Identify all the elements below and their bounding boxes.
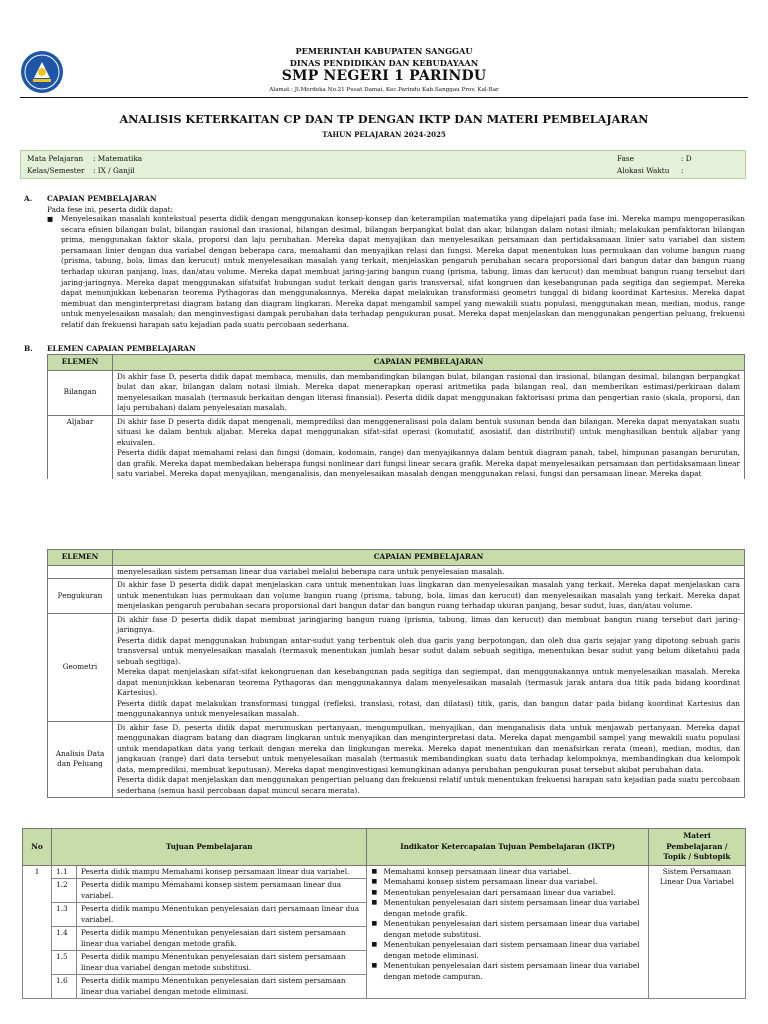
elemen-bilangan: Bilangan (48, 370, 113, 415)
table-row (48, 565, 745, 579)
info-box (20, 150, 746, 179)
elemen-aljabar: Aljabar (48, 415, 113, 479)
phase-label: Fase (617, 154, 634, 163)
table-row (48, 579, 745, 614)
square-bullet-icon: ■ (371, 899, 378, 906)
school-address: Alamat : Jl.Merdeka No.21 Pusat Damai, Kec.Parindu Kab.Sanggau Prov. Kal-Bar (269, 87, 499, 93)
elemen-table-page1 (47, 354, 745, 479)
square-bullet-icon: ■ (371, 867, 378, 875)
iktp-list (367, 865, 648, 999)
cp-aljabar-p1: Di akhir fase D peserta didik dapat mengenali, memprediksi dan menggeneralisasi pola dalam bentuk susunan benda dan bilangan. Mereka dapat menyatakan suatu situasi ke dalam bentuk aljabar. Mereka dapat menggunakan sifat-sifat operasi (komutatif, asosiatif, dan distributif) untuk menghasilkan bentuk aljabar yang ekuivalen. (117, 416, 740, 447)
cp-pengukuran: Di akhir fase D peserta didik dapat menjelaskan cara untuk menentukan luas lingkaran dan menyelesaikan masalah yang terkait. Mereka dapat menjelaskan cara untuk menentukan luas permukaan dan volume bangun ruang (prisma, tabung, bola, limas dan kerucut) dan menyelesaikan masalah yang terkait. Mereka dapat menjelaskan pengaruh perubahan secara proporsional dari bangun datar dan bangun ruang terhadap ukuran panjang, besar sudut, luas, dan/atau volume. (113, 579, 745, 614)
list-item: ■ Menentukan penyelesaian dari persamaan linear dua variabel. (371, 887, 616, 897)
tp-col-header: Tujuan Pembelajaran (52, 829, 367, 866)
section-a-heading: CAPAIAN PEMBELAJARAN (47, 194, 157, 203)
cp-geometri-p4: Peserta didik dapat melakukan transformasi tunggal (refleksi, translasi, rotasi, dan dilatasi) titik, garis, dan bangun datar pada bidang koordinat Kartesius dan menggunakannya untuk menyelesaikan masalah. (117, 698, 740, 718)
cp-aljabar-carry: menyelesaikan sistem persaman linear dua variabel melalui beberapa cara untuk penyelesaian masalah. (113, 565, 745, 579)
elemen-analisis-data: Analisis Data dan Peluang (48, 721, 113, 798)
cp-col-header: CAPAIAN PEMBELAJARAN (113, 550, 745, 566)
time-value: : (681, 166, 684, 175)
list-item: ■ Menentukan penyelesaian dari sistem persamaan linear dua variabel dengan metode eliminasi. (371, 940, 640, 960)
elemen-col-header: ELEMEN (48, 550, 113, 566)
square-bullet-icon: ■ (47, 215, 54, 223)
list-item: 1.2 Peserta didik mampu Memahami konsep sistem persamaan linear dua variabel. (52, 879, 366, 903)
list-item: ■ Menentukan penyelesaian dari sistem persamaan linear dua variabel dengan metode substitusi. (371, 919, 640, 939)
document-title: ANALISIS KETERKAITAN CP DAN TP DENGAN IKTP DAN MATERI PEMBELAJARAN (119, 112, 649, 126)
subject-label: Mata Pelajaran (27, 154, 84, 163)
cp-analisis-p1: Di akhir fase D, peserta didik dapat merumuskan pertanyaan, mengumpulkan, menyajikan, dan menganalisis data untuk menjawab pertanyaan. Mereka dapat menggunakan diagram batang dan diagram lingkaran untuk menyajikan dan menginterpretasi data. Mereka dapat mengambil sampel yang mewakili suatu populasi untuk mendapatkan data yang terkait dengan mereka dan lingkungan mereka. Mereka dapat menentukan dan menafsirkan rerata (mean), median, modus, dan jangkauan (range) dari data tersebut untuk menyelesaikan masalah (termasuk membandingkan suatu data terhadap kelompoknya, membandingkan dua kelompok data, memprediksi, membuat keputusan). Mereka dapat menginvestigasi kemungkinan adanya perubahan pengukuran pusat tersebut akibat perubahan data. (117, 722, 740, 774)
cp-geometri-p1: Di akhir fase D peserta didik dapat membuat jaringjaring bangun ruang (prisma, tabung, limas dan kerucut) dan membuat bangun ruang tersebut dari jaring-jaringnya. (117, 614, 740, 634)
cp-aljabar-p2: Peserta didik dapat memahami relasi dan fungsi (domain, kodomain, range) dan menyajikannya dalam bentuk diagram panah, tabel, himpunan pasangan berurutan, dan grafik. Mereka dapat membedakan beberapa fungsi nonlinear dari fungsi linear secara grafik. Mereka dapat menyelesaikan persamaan dan pertidaksamaan linear satu variabel. Mereka dapat menyajikan, menganalisis, dan menyelesaikan masalah dengan menggunakan relasi, fungsi dan persamaan linear. Mereka dapat (117, 448, 740, 478)
section-a-letter: A. (24, 194, 33, 203)
cp-bilangan: Di akhir fase D, peserta didik dapat membaca, menulis, dan membandingkan bilangan bulat, bilangan rasional dan irasional, bilangan desimal, bilangan berpangkat bulat dan akar, bilangan dalam notasi ilmiah. Mereka dapat menerapkan operasi aritmetika pada bilangan real, dan memberikan estimasi/perkiraan dalam menyelesaikan masalah (termasuk berkaitan dengan literasi finansial). Peserta didik dapat menggunakan faktorisasi prima dan pengertian rasio (skala, proporsi, dan laju perubahan) dalam penyelesaian masalah. (113, 370, 745, 415)
list-item: ■ Menentukan penyelesaian dari sistem persamaan linear dua variabel dengan metode campuran. (371, 961, 640, 981)
square-bullet-icon: ■ (371, 920, 378, 927)
cp-analisis-p2: Peserta didik dapat menjelaskan dan menggunakan pengertian peluang dan frekuensi relatif untuk menentukan frekuensi harapan satu kejadian pada suatu percobaan sederhana (semua hasil percobaan dapat muncul secara merata). (117, 775, 740, 795)
phase-value: : D (681, 154, 692, 163)
table-row (48, 415, 745, 479)
tp-table-wrap (22, 828, 746, 999)
cp-col-header: CAPAIAN PEMBELAJARAN (113, 355, 745, 371)
square-bullet-icon: ■ (371, 888, 378, 896)
tp-table (22, 828, 746, 999)
cp-geometri-p3: Mereka dapat menjelaskan sifat-sifat kekongruenan dan kesebangunan pada segitiga dan segiempat, dan menggunakannya untuk menyelesaikan masalah. Mereka dapat menunjukkan kebenaran teorema Pythagoras dan menggunakannya dalam menyelesaikan masalah (termasuk jarak antara dua titik pada bidang koordinat Kartesius). (117, 667, 740, 697)
class-value: : IX / Ganjil (93, 166, 135, 175)
iktp-col-header: Indikator Ketercapaian Tujuan Pembelajaran (IKTP) (367, 829, 648, 866)
cp-analisis-data (113, 721, 745, 798)
cp-geometri (113, 613, 745, 721)
dept-name: DINAS PENDIDIKAN DAN KEBUDAYAAN (289, 58, 479, 68)
square-bullet-icon: ■ (371, 962, 378, 969)
cp-geometri-p2: Peserta didik dapat menggunakan hubungan antar-sudut yang terbentuk oleh dua garis yang berpotongan, dan oleh dua garis sejajar yang dipotong sebuah garis transversal untuk menyelesaikan masalah (termasuk menentukan jumlah besar sudut dalam sebuah segitiga, menentukan besar sudut yang belum diketahui pada sebuah segitiga). (117, 635, 740, 666)
elemen-table-cont (47, 549, 745, 798)
gov-name: PEMERINTAH KABUPATEN SANGGAU (295, 46, 473, 56)
no-col-header: No (23, 829, 52, 866)
list-item: ■ Menentukan penyelesaian dari sistem persamaan linear dua variabel dengan metode grafik. (371, 898, 640, 918)
section-a-intro: Pada fese ini, peserta didik dapat: (47, 205, 174, 214)
section-a-cp-text: Menyelesaikan masalah kontekstual peserta didik dengan menggunakan konsep-konsep dan keterampilan matematika yang dipelajari pada fase ini. Mereka mampu mengoperasikan secara efisien bilangan bulat, bilangan rasional dan irasional, bilangan desimal, bilangan berpangkat bulat dan akar, bilangan dalam notasi ilmiah; melakukan pemfaktoran bilangan prima, menggunakan faktor skala, proporsi dan laju perubahan. Mereka dapat menyajikan dan menyelesaikan persamaan dan pertidaksamaan linier satu variabel dan sistem persamaan linier dengan dua variabel dengan beberapa cara, memahami dan menyajikan relasi dan fungsi. Mereka dapat menentukan luas permukaan dan volume bangun ruang (prisma, tabung, bola, limas dan kerucut) untuk menyelesaikan masalah yang terkait, menjelaskan pengaruh perubahan secara proporsional dari bangun datar dan bangun ruang terhadap ukuran panjang, luas, dan/atau volume. Mereka dapat membuat jaring-jaring bangun ruang (prisma, tabung, limas dan kerucut) dan membuat bangun ruang tersebut dari jaring-jaringnya. Mereka dapat menggunakan sifatsifat hubungan sudut terkait dengan garis transversal, sifat kongruen dan kesebangunan pada segitiga dan segiempat. Mereka dapat menunjukkan kebenaran teorema Pythagoras dan menggunakannya. Mereka dapat melakukan transformasi geometri tunggal di bidang koordinat Kartesius. Mereka dapat membuat dan menginterpretasi diagram batang dan diagram lingkaran. Mereka dapat mengambil sampel yang mewakili suatu populasi, menggunakan mean, median, modus, range untuk menyelesaikan masalah; dan menginvestigasi dampak perubahan data terhadap pengukuran pusat. Mereka dapat menjelaskan dan menggunakan pengertian peluang, frekuensi relatif dan frekuensi harapan satu kejadian pada suatu percobaan sederhana. (61, 214, 745, 329)
subject-value: : Matematika (93, 154, 143, 163)
time-label: Alokasi Waktu (617, 166, 670, 175)
list-item: ■ Memahami konsep sistem persamaan linear dua variabel. (371, 877, 598, 886)
section-b-letter: B. (24, 344, 33, 353)
square-bullet-icon: ■ (371, 941, 378, 948)
table-row (23, 865, 746, 999)
tp-list (52, 865, 367, 999)
elemen-col-header: ELEMEN (48, 355, 113, 371)
table-row (48, 613, 745, 721)
list-item: 1.4 Peserta didik mampu Menentukan penyelesaian dari sistem persamaan linear dua variabel dengan metode grafik. (52, 927, 366, 951)
academic-year: TAHUN PELAJARAN 2024-2025 (322, 130, 446, 139)
table-row (48, 721, 745, 798)
elemen-pengukuran: Pengukuran (48, 579, 113, 614)
materi-cell: Sistem Persamaan Linear Dua Variabel (648, 865, 745, 999)
section-b-heading: ELEMEN CAPAIAN PEMBELAJARAN (47, 344, 196, 353)
row-no: 1 (23, 865, 52, 999)
list-item: 1.6 Peserta didik mampu Menentukan penyelesaian dari sistem persamaan linear dua variabel dengan metode eliminasi. (52, 975, 366, 999)
elemen-table (47, 354, 745, 479)
list-item: 1.1 Peserta didik mampu Memahami konsep persamaan linear dua variabel. (52, 866, 366, 879)
header-rule (20, 97, 748, 98)
list-item: ■ Memahami konsep persamaan linear dua variabel. (371, 866, 572, 876)
cp-aljabar (113, 415, 745, 479)
materi-col-header: Materi Pembelajaran / Topik / Subtopik (648, 829, 745, 866)
school-name: SMP NEGERI 1 PARINDU (281, 68, 487, 84)
class-label: Kelas/Semester (27, 166, 85, 175)
elemen-geometri: Geometri (48, 613, 113, 721)
square-bullet-icon: ■ (371, 878, 378, 885)
table-row (48, 370, 745, 415)
list-item: 1.5 Peserta didik mampu Menentukan penyelesaian dari sistem persamaan linear dua variabel dengan metode substitusi. (52, 951, 366, 975)
list-item: 1.3 Peserta didik mampu Menentukan penyelesaian dari persamaan linear dua variabel. (52, 903, 366, 927)
elemen-table-page2 (47, 549, 745, 798)
